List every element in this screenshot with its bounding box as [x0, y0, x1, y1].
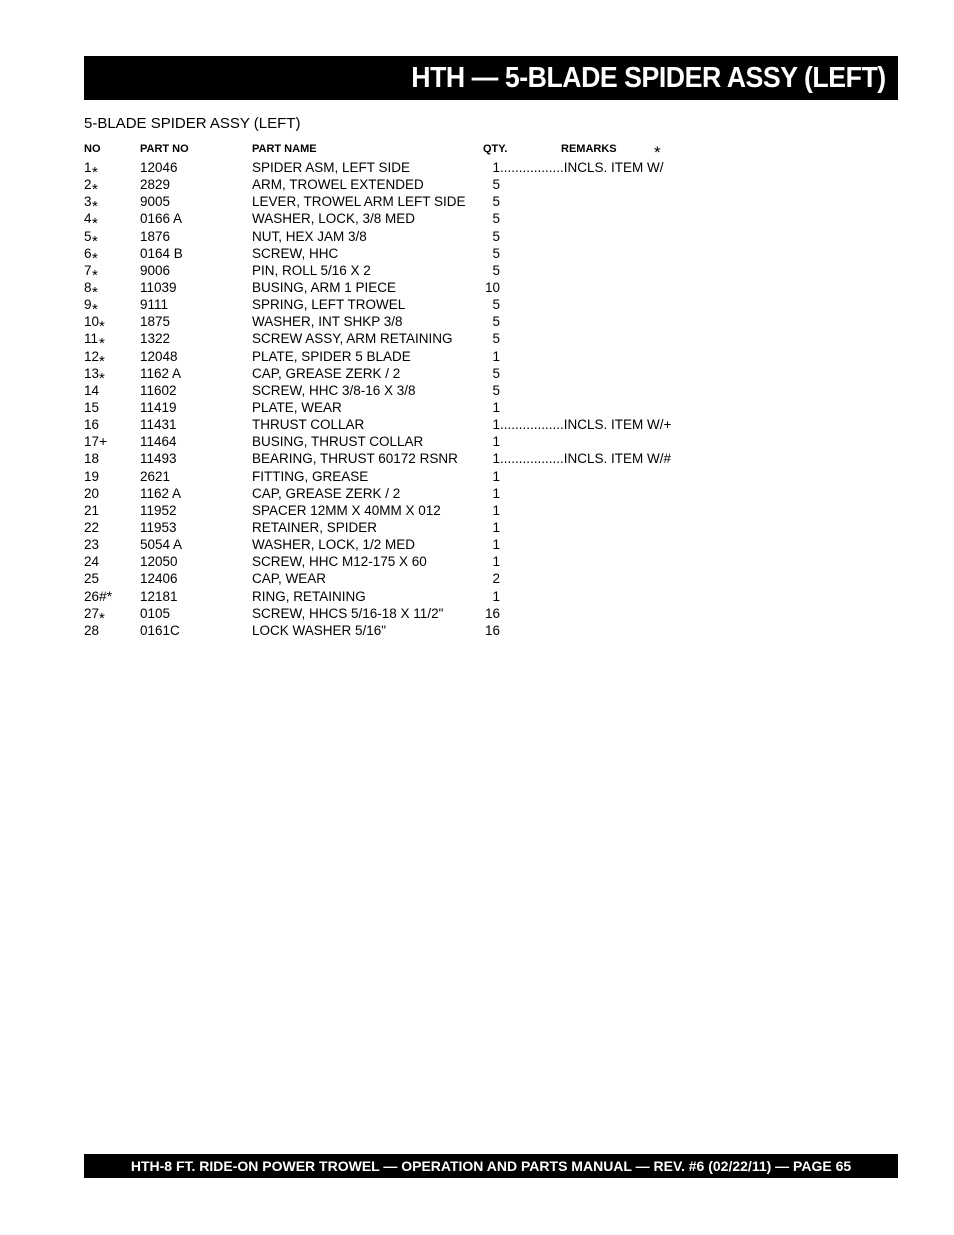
table-row	[84, 313, 684, 336]
row-part-no: 9005	[140, 194, 171, 210]
row-no: 25	[84, 571, 100, 587]
row-part-no: 12046	[140, 160, 178, 175]
row-part-name: NUT, HEX JAM 3/8	[252, 228, 367, 244]
table-row	[84, 245, 684, 267]
row-part-no: 11602	[140, 382, 177, 398]
row-qty: 1	[492, 434, 500, 450]
row-part-no: 11431	[140, 417, 177, 433]
table-row	[84, 210, 684, 233]
table-row	[84, 279, 684, 301]
row-part-no: 11419	[140, 399, 177, 415]
row-part-name: BUSING, ARM 1 PIECE	[252, 279, 397, 295]
row-part-name: SCREW ASSY, ARM RETAINING	[252, 331, 453, 347]
row-qty: 5	[492, 245, 500, 261]
row-no: 20	[84, 485, 100, 501]
row-part-name: PLATE, WEAR	[252, 399, 342, 415]
row-no: 10	[84, 314, 100, 330]
table-row	[84, 536, 684, 553]
row-part-no: 11493	[140, 451, 177, 467]
row-mark: *	[92, 181, 98, 199]
page-title: HTH — 5-BLADE SPIDER ASSY (LEFT)	[411, 61, 886, 94]
row-no: 17	[84, 434, 100, 450]
row-part-no: 1876	[140, 228, 171, 244]
row-qty: 5	[492, 331, 500, 347]
row-no: 22	[84, 519, 100, 535]
row-remarks: .................INCLS. ITEM W/	[500, 160, 664, 175]
footer-text: HTH-8 FT. RIDE-ON POWER TROWEL — OPERATION AND PARTS MANUAL — REV. #6 (02/22/11) — PAGE 65	[130, 1158, 852, 1174]
row-qty: 1	[492, 399, 500, 415]
row-part-no: 1875	[140, 314, 171, 330]
row-qty: 1	[492, 160, 500, 175]
row-part-name: WASHER, LOCK, 3/8 MED	[252, 211, 416, 227]
row-qty: 1	[492, 554, 500, 570]
row-remarks: .................INCLS. ITEM W/+	[500, 417, 672, 433]
header-no: NO	[84, 143, 101, 155]
row-qty: 1	[492, 502, 500, 518]
row-qty: 1	[492, 519, 500, 535]
row-part-name: THRUST COLLAR	[252, 417, 365, 433]
row-qty: 5	[492, 194, 500, 210]
row-part-no: 12048	[140, 348, 178, 364]
table-row	[84, 262, 684, 284]
table-row	[84, 176, 684, 199]
row-qty: 1	[492, 348, 500, 364]
row-part-name: SCREW, HHC	[252, 245, 339, 261]
row-part-name: ARM, TROWEL EXTENDED	[252, 177, 424, 193]
row-part-no: 1322	[140, 331, 171, 347]
row-mark: *	[92, 283, 98, 301]
row-part-name: WASHER, INT SHKP 3/8	[252, 314, 403, 330]
row-part-no: 11464	[140, 434, 177, 450]
row-part-name: SPIDER ASM, LEFT SIDE	[252, 160, 411, 175]
table-row	[84, 348, 684, 370]
table-row	[84, 605, 684, 627]
header-qty: QTY.	[483, 143, 508, 155]
row-mark: *	[92, 198, 98, 216]
row-no: 24	[84, 554, 100, 570]
row-part-no: 5054 A	[140, 537, 183, 553]
row-part-no: 0161C	[140, 622, 180, 638]
row-qty: 16	[484, 605, 500, 621]
row-mark: *	[92, 266, 98, 284]
row-part-name: SCREW, HHC M12-175 X 60	[252, 554, 427, 570]
row-qty: 5	[492, 365, 500, 381]
row-part-no: 1162 A	[140, 365, 182, 381]
section-title: 5-BLADE SPIDER ASSY (LEFT)	[84, 115, 301, 132]
table-row	[84, 553, 684, 570]
row-part-name: BEARING, THRUST 60172 RSNR	[252, 451, 458, 467]
row-no: 11	[84, 331, 99, 347]
row-no: 1	[84, 160, 92, 175]
table-row	[84, 570, 684, 587]
table-row	[84, 519, 684, 536]
row-part-name: LEVER, TROWEL ARM LEFT SIDE	[252, 194, 466, 210]
row-mark: *	[92, 232, 98, 250]
row-qty: 1	[492, 468, 500, 484]
row-part-name: PIN, ROLL 5/16 X 2	[252, 262, 371, 278]
header-star-mark: *	[654, 143, 661, 162]
row-qty: 1	[492, 417, 500, 433]
row-remarks: .................INCLS. ITEM W/#	[500, 451, 672, 467]
row-part-no: 0164 B	[140, 245, 183, 261]
table-row	[84, 485, 684, 502]
table-row	[84, 365, 684, 387]
table-row	[84, 450, 684, 467]
table-row	[84, 502, 684, 519]
row-qty: 5	[492, 177, 500, 193]
table-row	[84, 588, 684, 605]
table-row	[84, 622, 684, 639]
row-mark: *	[92, 301, 98, 319]
row-mark: *	[92, 215, 98, 233]
row-qty: 2	[492, 571, 500, 587]
row-mark: *	[92, 249, 98, 267]
row-no: 28	[84, 622, 100, 638]
row-mark: *	[99, 352, 105, 370]
row-part-no: 2621	[140, 468, 171, 484]
row-part-name: PLATE, SPIDER 5 BLADE	[252, 348, 411, 364]
row-part-name: CAP, GREASE ZERK / 2	[252, 485, 401, 501]
table-header	[84, 143, 684, 162]
row-part-name: CAP, GREASE ZERK / 2	[252, 365, 401, 381]
row-no: 19	[84, 468, 100, 484]
row-part-name: LOCK WASHER 5/16"	[252, 622, 387, 638]
row-no: 26	[84, 588, 100, 604]
row-part-no: 2829	[140, 177, 171, 193]
row-qty: 10	[484, 279, 500, 295]
row-qty: 1	[492, 537, 500, 553]
row-qty: 5	[492, 297, 500, 313]
row-qty: 1	[492, 451, 500, 467]
row-part-no: 12050	[140, 554, 178, 570]
row-no: 18	[84, 451, 100, 467]
row-no: 27	[84, 605, 100, 621]
row-no: 3	[84, 194, 92, 210]
row-no: 12	[84, 348, 100, 364]
row-no: 14	[84, 382, 100, 398]
table-row	[84, 296, 684, 319]
table-row	[84, 433, 684, 450]
row-no: 16	[84, 417, 100, 433]
row-qty: 1	[492, 485, 500, 501]
header-part-no: PART NO	[140, 143, 189, 155]
footer-bar	[84, 1154, 898, 1178]
table-row	[84, 193, 684, 216]
row-part-no: 12181	[140, 588, 178, 604]
row-no: 23	[84, 537, 100, 553]
row-part-name: WASHER, LOCK, 1/2 MED	[252, 537, 416, 553]
row-qty: 5	[492, 314, 500, 330]
parts-table	[84, 143, 684, 639]
row-no: 2	[84, 177, 92, 193]
row-no: 6	[84, 245, 92, 261]
row-part-name: SCREW, HHC 3/8-16 X 3/8	[252, 382, 416, 398]
row-qty: 1	[492, 588, 500, 604]
row-mark: *	[99, 335, 105, 353]
table-row	[84, 330, 684, 353]
row-part-no: 9006	[140, 262, 171, 278]
row-mark: *	[99, 609, 105, 627]
row-part-name: SCREW, HHCS 5/16-18 X 11/2"	[252, 605, 444, 621]
table-row	[84, 382, 684, 399]
row-part-no: 0105	[140, 605, 171, 621]
page-title-bar	[84, 56, 898, 100]
row-part-no: 11952	[140, 502, 177, 518]
table-row	[84, 399, 684, 416]
header-part-name: PART NAME	[252, 143, 317, 155]
row-mark: *	[92, 164, 98, 181]
row-mark: *	[99, 369, 105, 387]
row-no: 5	[84, 228, 92, 244]
header-remarks: REMARKS	[561, 143, 617, 155]
row-qty: 5	[492, 228, 500, 244]
row-part-no: 0166 A	[140, 211, 183, 227]
table-row	[84, 228, 684, 250]
row-mark: *	[99, 318, 105, 336]
row-part-name: RING, RETAINING	[252, 588, 366, 604]
table-row	[84, 468, 684, 485]
row-qty: 5	[492, 262, 500, 278]
row-part-no: 12406	[140, 571, 178, 587]
table-row	[84, 416, 684, 433]
row-no: 15	[84, 399, 100, 415]
row-no: 7	[84, 262, 92, 278]
table-row	[84, 159, 684, 181]
row-no: 21	[84, 502, 100, 518]
row-part-name: BUSING, THRUST COLLAR	[252, 434, 424, 450]
row-qty: 16	[484, 622, 500, 638]
row-qty: 5	[492, 382, 500, 398]
row-part-no: 1162 A	[140, 485, 182, 501]
row-mark: +	[99, 433, 108, 450]
row-part-name: CAP, WEAR	[252, 571, 327, 587]
row-part-name: SPACER 12MM X 40MM X 012	[252, 502, 441, 518]
row-part-name: SPRING, LEFT TROWEL	[252, 297, 406, 313]
row-part-name: RETAINER, SPIDER	[252, 519, 378, 535]
row-mark: #*	[99, 587, 113, 604]
table-body	[84, 159, 684, 639]
row-no: 8	[84, 279, 92, 295]
row-part-name: FITTING, GREASE	[252, 468, 369, 484]
row-no: 13	[84, 365, 100, 381]
row-qty: 5	[492, 211, 500, 227]
row-no: 9	[84, 297, 92, 313]
row-no: 4	[84, 211, 92, 227]
row-part-no: 11953	[140, 519, 177, 535]
row-part-no: 9111	[140, 297, 169, 313]
row-part-no: 11039	[140, 279, 177, 295]
